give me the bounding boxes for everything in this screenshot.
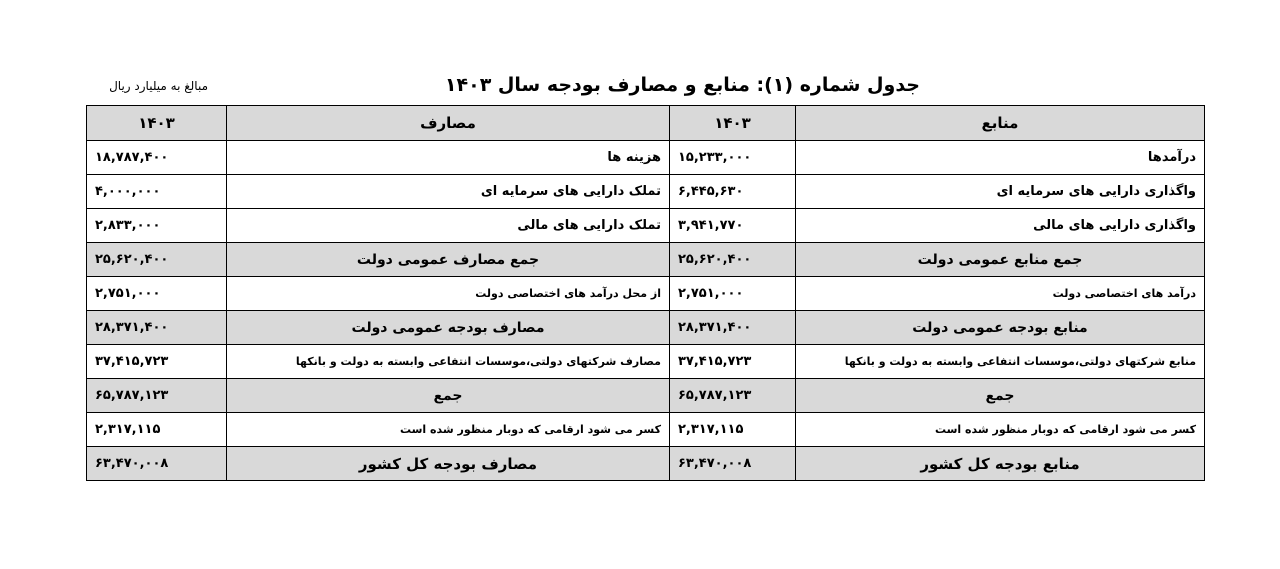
expense-label: از محل درآمد های اختصاصی دولت: [227, 277, 670, 311]
resource-value: ۱۵,۲۳۳,۰۰۰: [670, 141, 796, 175]
expense-label: مصارف بودجه عمومی دولت: [227, 311, 670, 345]
resource-label: منابع شرکتهای دولتی،موسسات انتفاعی وابسته به دولت و بانکها: [796, 345, 1205, 379]
resource-value: ۲,۷۵۱,۰۰۰: [670, 277, 796, 311]
table-row: [87, 141, 1205, 175]
expense-value: ۲,۷۵۱,۰۰۰: [87, 277, 227, 311]
resource-label: کسر می شود ارقامی که دوبار منظور شده است: [796, 413, 1205, 447]
resource-value: ۲,۳۱۷,۱۱۵: [670, 413, 796, 447]
resource-label: منابع بودجه عمومی دولت: [796, 311, 1205, 345]
resource-value: ۶۵,۷۸۷,۱۲۳: [670, 379, 796, 413]
resource-value: ۳۷,۴۱۵,۷۲۳: [670, 345, 796, 379]
expense-value: ۲,۸۳۳,۰۰۰: [87, 209, 227, 243]
subtotal-row: [87, 379, 1205, 413]
expense-value: ۲,۳۱۷,۱۱۵: [87, 413, 227, 447]
expense-label: تملک دارایی های سرمایه ای: [227, 175, 670, 209]
table-row: [87, 345, 1205, 379]
resource-label: درآمدها: [796, 141, 1205, 175]
expense-label: مصارف بودجه کل کشور: [227, 447, 670, 481]
expense-label: هزینه ها: [227, 141, 670, 175]
header-expenses: مصارف: [227, 106, 670, 141]
expense-value: ۲۵,۶۲۰,۴۰۰: [87, 243, 227, 277]
unit-note: مبالغ به میلیارد ریال: [109, 79, 208, 93]
resource-value: ۲۸,۳۷۱,۴۰۰: [670, 311, 796, 345]
subtotal-row: [87, 243, 1205, 277]
expense-label: جمع: [227, 379, 670, 413]
resource-label: واگذاری دارایی های سرمایه ای: [796, 175, 1205, 209]
resource-value: ۳,۹۴۱,۷۷۰: [670, 209, 796, 243]
expense-label: تملک دارایی های مالی: [227, 209, 670, 243]
table-row: [87, 277, 1205, 311]
resource-label: واگذاری دارایی های مالی: [796, 209, 1205, 243]
expense-value: ۱۸,۷۸۷,۴۰۰: [87, 141, 227, 175]
total-row: [87, 447, 1205, 481]
header-resources: منابع: [796, 106, 1205, 141]
page-title: جدول شماره (۱): منابع و مصارف بودجه سال ۱۴۰۳: [444, 74, 920, 96]
resource-value: ۶,۴۴۵,۶۳۰: [670, 175, 796, 209]
expense-value: ۶۳,۴۷۰,۰۰۸: [87, 447, 227, 481]
resource-label: منابع بودجه کل کشور: [796, 447, 1205, 481]
budget-table: [86, 105, 1205, 481]
expense-value: ۳۷,۴۱۵,۷۲۳: [87, 345, 227, 379]
expense-value: ۲۸,۳۷۱,۴۰۰: [87, 311, 227, 345]
resource-label: درآمد های اختصاصی دولت: [796, 277, 1205, 311]
expense-value: ۴,۰۰۰,۰۰۰: [87, 175, 227, 209]
subtotal-row: [87, 311, 1205, 345]
resource-label: جمع منابع عمومی دولت: [796, 243, 1205, 277]
table-row: [87, 175, 1205, 209]
resource-value: ۲۵,۶۲۰,۴۰۰: [670, 243, 796, 277]
header-expense-year: ۱۴۰۳: [87, 106, 227, 141]
expense-label: مصارف شرکتهای دولتی،موسسات انتفاعی وابسته به دولت و بانکها: [227, 345, 670, 379]
resource-value: ۶۳,۴۷۰,۰۰۸: [670, 447, 796, 481]
expense-label: جمع مصارف عمومی دولت: [227, 243, 670, 277]
table-row: [87, 209, 1205, 243]
table-row: [87, 413, 1205, 447]
expense-value: ۶۵,۷۸۷,۱۲۳: [87, 379, 227, 413]
table-header-row: [87, 106, 1205, 141]
resource-label: جمع: [796, 379, 1205, 413]
expense-label: کسر می شود ارقامی که دوبار منظور شده است: [227, 413, 670, 447]
header-resource-year: ۱۴۰۳: [670, 106, 796, 141]
